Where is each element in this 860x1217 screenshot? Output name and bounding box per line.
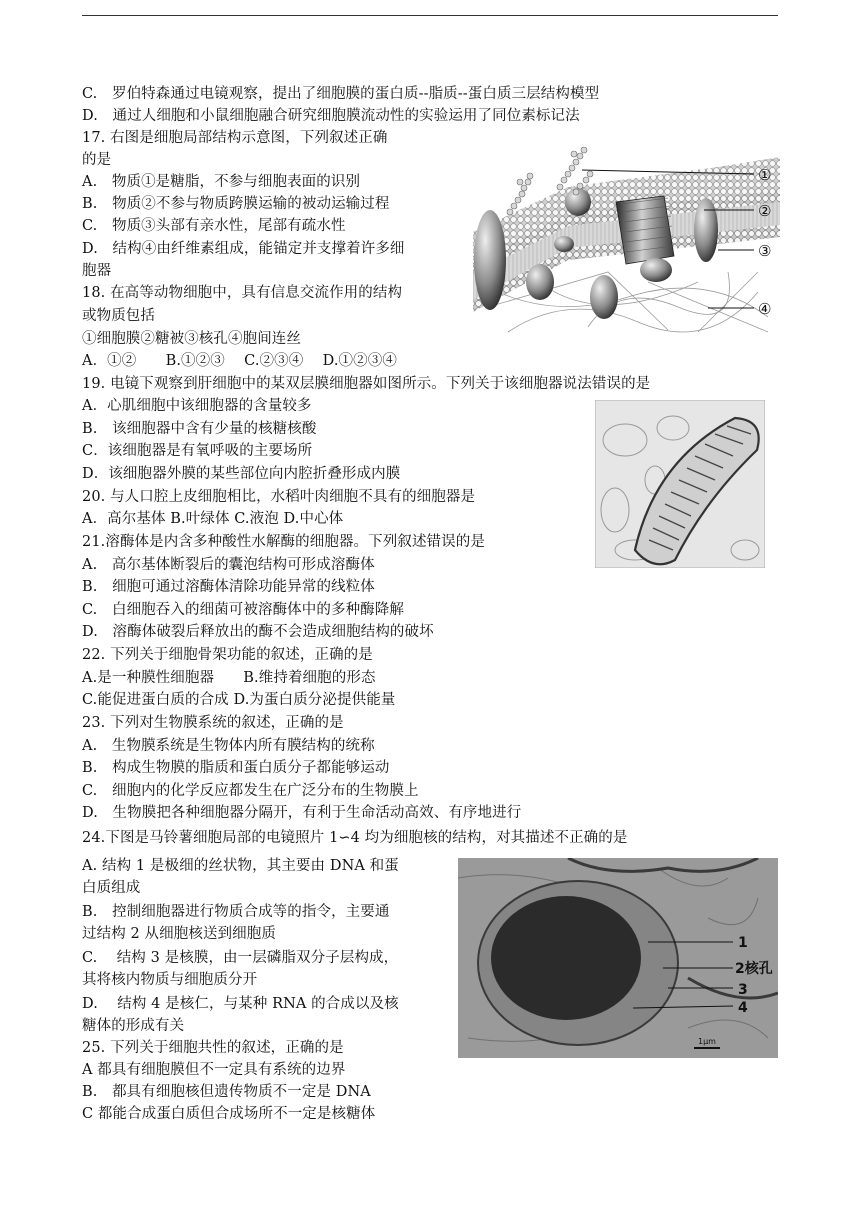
q24-option-a: A. 结构 1 是极细的丝状物，其主要由 DNA 和蛋: [82, 858, 399, 874]
nucleus-micrograph: [458, 858, 778, 1058]
membrane-label-2: ②: [758, 202, 772, 220]
q18-options: A．①② B.①②③ C.②③④ D.①②③④: [82, 353, 397, 369]
q20-stem: 20. 与人口腔上皮细胞相比，水稻叶肉细胞不具有的细胞器是: [82, 489, 476, 505]
q17-stem-cont: 的是: [82, 152, 112, 168]
q16-option-c: C. 罗伯特森通过电镜观察，提出了细胞膜的蛋白质--脂质--蛋白质三层结构模型: [82, 86, 600, 102]
q19-option-a: A．心肌细胞中该细胞器的含量较多: [82, 398, 312, 414]
nucleus-label-2: 2核孔: [735, 961, 773, 977]
q18-items: ①细胞膜②糖被③核孔④胞间连丝: [82, 331, 301, 347]
membrane-label-1: ①: [758, 166, 772, 184]
q23-option-c: C. 细胞内的化学反应都发生在广泛分布的生物膜上: [82, 783, 419, 799]
cell-membrane-figure: [468, 132, 780, 337]
mitochondrion-micrograph: [595, 400, 765, 568]
q17-option-b: B. 物质②不参与物质跨膜运输的被动运输过程: [82, 196, 390, 212]
q21-option-c: C. 白细胞吞入的细菌可被溶酶体中的多种酶降解: [82, 602, 404, 618]
nucleus-label-4: 4: [738, 1000, 748, 1016]
q24-option-c-cont: 其将核内物质与细胞质分开: [82, 972, 258, 988]
membrane-label-3: ③: [758, 242, 772, 260]
q24-option-c: C. 结构 3 是核膜，由一层磷脂双分子层构成，: [82, 950, 399, 966]
q20-options: A．高尔基体 B.叶绿体 C.液泡 D.中心体: [82, 511, 344, 527]
q23-option-a: A. 生物膜系统是生物体内所有膜结构的统称: [82, 738, 375, 754]
q24-option-d-cont: 糖体的形成有关: [82, 1018, 185, 1034]
q17-option-a: A. 物质①是糖脂，不参与细胞表面的识别: [82, 174, 361, 190]
q17-stem: 17. 右图是细胞局部结构示意图，下列叙述正确: [82, 130, 388, 146]
q24-option-b: B. 控制细胞器进行物质合成等的指令，主要通: [82, 904, 390, 920]
q21-option-b: B. 细胞可通过溶酶体清除功能异常的线粒体: [82, 579, 375, 595]
nucleus-label-3: 3: [738, 982, 748, 998]
nucleus-label-1: 1: [738, 935, 748, 951]
q25-option-c: C 都能合成蛋白质但合成场所不一定是核糖体: [82, 1106, 376, 1122]
q19-option-b: B. 该细胞器中含有少量的核糖核酸: [82, 421, 317, 437]
q23-option-b: B. 构成生物膜的脂质和蛋白质分子都能够运动: [82, 760, 390, 776]
q25-option-b: B. 都具有细胞核但遗传物质不一定是 DNA: [82, 1084, 371, 1100]
q17-option-c: C. 物质③头部有亲水性，尾部有疏水性: [82, 218, 346, 234]
q16-option-d: D. 通过人细胞和小鼠细胞融合研究细胞膜流动性的实验运用了同位素标记法: [82, 108, 580, 124]
q21-option-a: A. 高尔基体断裂后的囊泡结构可形成溶酶体: [82, 557, 375, 573]
q19-option-d: D．该细胞器外膜的某些部位向内腔折叠形成内膜: [82, 466, 401, 482]
q24-option-a-cont: 白质组成: [82, 880, 141, 896]
q24-option-b-cont: 过结构 2 从细胞核送到细胞质: [82, 926, 276, 942]
header-rule: [82, 15, 778, 16]
q24-option-d: D. 结构 4 是核仁，与某种 RNA 的合成以及核: [82, 996, 399, 1012]
q25-option-a: A 都具有细胞膜但不一定具有系统的边界: [82, 1062, 346, 1078]
q23-stem: 23. 下列对生物膜系统的叙述，正确的是: [82, 715, 344, 731]
q17-option-d-cont: 胞器: [82, 263, 112, 279]
q17-option-d: D. 结构④由纤维素组成，能锚定并支撑着许多细: [82, 241, 405, 257]
q19-stem: 19. 电镜下观察到肝细胞中的某双层膜细胞器如图所示。下列关于该细胞器说法错误的是: [82, 376, 651, 392]
q24-stem: 24.下图是马铃薯细胞局部的电镜照片 1∽4 均为细胞核的结构，对其描述不正确的是: [82, 830, 628, 846]
q23-option-d: D. 生物膜把各种细胞器分隔开，有利于生命活动高效、有序地进行: [82, 805, 522, 821]
q22-options-ab: A.是一种膜性细胞器 B.维持着细胞的形态: [82, 670, 376, 686]
scale-bar-label: 1μm: [698, 1037, 716, 1046]
q25-stem: 25. 下列关于细胞共性的叙述，正确的是: [82, 1040, 344, 1056]
q18-stem: 18. 在高等动物细胞中，具有信息交流作用的结构: [82, 285, 403, 301]
membrane-label-4: ④: [758, 300, 772, 318]
q21-stem: 21.溶酶体是内含多种酸性水解酶的细胞器。下列叙述错误的是: [82, 534, 485, 550]
q19-option-c: C．该细胞器是有氧呼吸的主要场所: [82, 443, 313, 459]
nucleolus: [491, 896, 641, 1020]
q22-stem: 22. 下列关于细胞骨架功能的叙述，正确的是: [82, 647, 373, 663]
q22-options-cd: C.能促进蛋白质的合成 D.为蛋白质分泌提供能量: [82, 692, 396, 708]
q21-option-d: D. 溶酶体破裂后释放出的酶不会造成细胞结构的破坏: [82, 624, 434, 640]
q18-stem-cont: 或物质包括: [82, 308, 155, 324]
